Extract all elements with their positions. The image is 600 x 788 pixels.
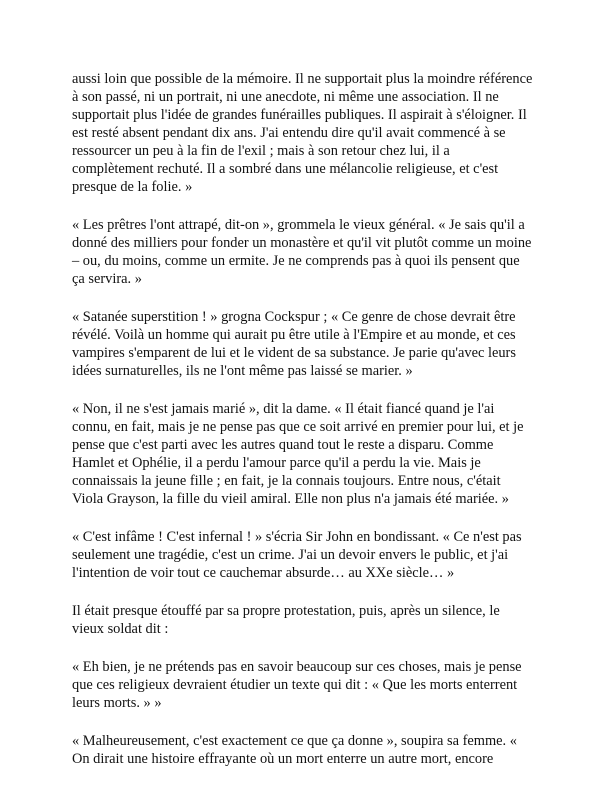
paragraph-3: « Satanée superstition ! » grogna Cockspur ; « Ce genre de chose devrait être révélé. Voilà un homme qui aurait pu être utile à l'Empire et au monde, et ces vampires s'emparent de lui et le vident de sa substance. Je parie qu'avec leurs idées surnaturelles, ils ne l'ont même pas laissé se marier. »	[72, 309, 516, 379]
paragraph-5: « C'est infâme ! C'est infernal ! » s'écria Sir John en bondissant. « Ce n'est pas seulement une tragédie, c'est un crime. J'ai un devoir envers le public, et j'ai l'intention de voir tout ce cauchemar absurde… au XXe siècle… »	[72, 529, 522, 581]
paragraph-2: « Les prêtres l'ont attrapé, dit-on », grommela le vieux général. « Je sais qu'il a donné des milliers pour fonder un monastère et qu'il vit plutôt comme un moine – ou, du moins, comme un ermite. Je ne comprends pas à quoi ils pensent que ça servira. »	[72, 217, 532, 287]
paragraph-6: Il était presque étouffé par sa propre protestation, puis, après un silence, le vieux soldat dit :	[72, 603, 500, 637]
paragraph-8: « Malheureusement, c'est exactement ce que ça donne », soupira sa femme. « On dirait une histoire effrayante où un mort enterre un autre mort, encore	[72, 733, 517, 767]
document-page	[72, 70, 534, 788]
paragraph-7: « Eh bien, je ne prétends pas en savoir beaucoup sur ces choses, mais je pense que ces religieux devraient étudier un texte qui dit : « Que les morts enterrent leurs morts. » »	[72, 659, 522, 711]
paragraph-1: aussi loin que possible de la mémoire. Il ne supportait plus la moindre référence à son passé, ni un portrait, ni une anecdote, ni même une association. Il ne supportait plus l'idée de grandes funérailles publiques. Il aspirait à s'éloigner. Il est resté absent pendant dix ans. J'ai entendu dire qu'il avait commencé à se ressourcer un peu à la fin de l'exil ; mais à son retour chez lui, il a complètement rechuté. Il a sombré dans une mélancolie religieuse, et c'est presque de la folie. »	[72, 71, 533, 195]
paragraph-4: « Non, il ne s'est jamais marié », dit la dame. « Il était fiancé quand je l'ai connu, en fait, mais je ne pense pas que ce soit arrivé en premier pour lui, et je pense que c'est parti avec les autres quand tout le reste a disparu. Comme Hamlet et Ophélie, il a perdu l'amour parce qu'il a perdu la vie. Mais je connaissais la jeune fille ; en fait, je la connais toujours. Entre nous, c'était Viola Grayson, la fille du vieil amiral. Elle non plus n'a jamais été mariée. »	[72, 401, 524, 507]
